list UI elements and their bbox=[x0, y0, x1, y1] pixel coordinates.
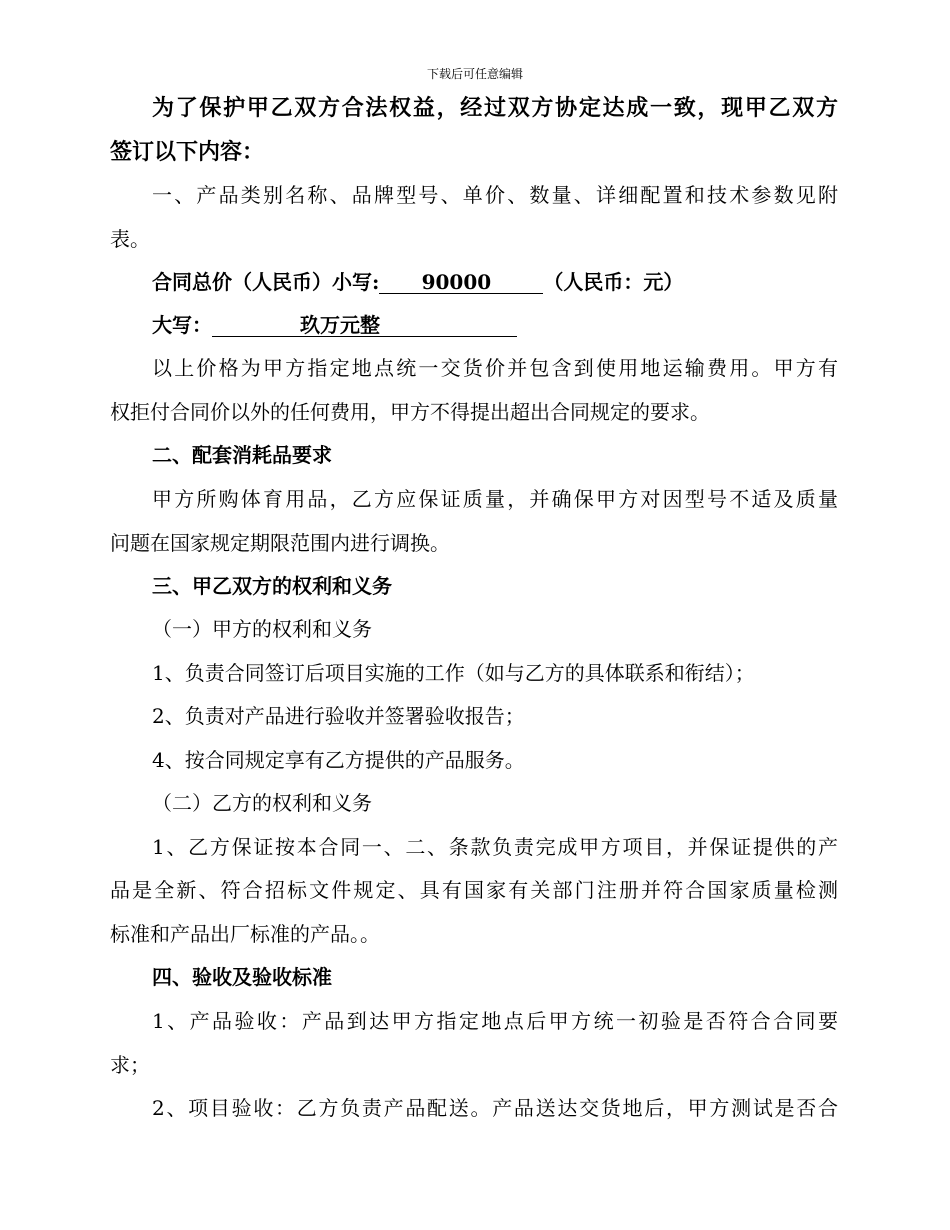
section3-b-line-3: 标准和产品出厂标准的产品。。 bbox=[110, 922, 380, 946]
intro-line-1: 为了保护甲乙双方合法权益，经过双方协定达成一致，现甲乙双方 bbox=[152, 95, 838, 121]
price-note-line-2: 权拒付合同价以外的任何费用，甲方不得提出超出合同规定的要求。 bbox=[110, 400, 710, 424]
section1-line-1: 一、产品类别名称、品牌型号、单价、数量、详细配置和技术参数见附 bbox=[152, 183, 838, 207]
price-big-row bbox=[152, 312, 517, 338]
section3-sub-1: （一）甲方的权利和义务 bbox=[152, 617, 372, 641]
intro-line-2: 签订以下内容： bbox=[110, 139, 265, 165]
price-small-value: 90000 bbox=[379, 271, 543, 294]
section3-item-1: 1、负责合同签订后项目实施的工作（如与乙方的具体联系和衔结）； bbox=[152, 661, 755, 685]
price-big-value: 玖万元整 bbox=[212, 314, 517, 337]
price-small-label: 合同总价（人民币）小写: bbox=[152, 270, 380, 294]
price-small-row bbox=[152, 269, 683, 295]
section2-heading: 二、配套消耗品要求 bbox=[152, 443, 332, 467]
section3-b-line-2: 品是全新、符合招标文件规定、具有国家有关部门注册并符合国家质量检测 bbox=[110, 878, 838, 902]
header-note: 下载后可任意编辑 bbox=[426, 67, 523, 81]
price-small-unit: （人民币：元） bbox=[543, 270, 684, 294]
section1-line-2: 表。 bbox=[110, 227, 150, 251]
section2-line-1: 甲方所购体育用品，乙方应保证质量，并确保甲方对因型号不适及质量 bbox=[152, 487, 838, 511]
section3-item-2: 2、负责对产品进行验收并签署验收报告； bbox=[152, 704, 525, 728]
price-big-label: 大写： bbox=[152, 313, 212, 337]
section4-item-1-line-1: 1、产品验收：产品到达甲方指定地点后甲方统一初验是否符合合同要 bbox=[152, 1009, 838, 1033]
section2-line-2: 问题在国家规定期限范围内进行调换。 bbox=[110, 531, 450, 555]
section4-item-2-line-1: 2、项目验收：乙方负责产品配送。产品送达交货地后，甲方测试是否合 bbox=[152, 1096, 838, 1120]
section3-b-line-1: 1、乙方保证按本合同一、二、条款负责完成甲方项目，并保证提供的产 bbox=[152, 835, 838, 859]
section4-item-1-line-2: 求； bbox=[110, 1053, 150, 1077]
price-note-line-1: 以上价格为甲方指定地点统一交货价并包含到使用地运输费用。甲方有 bbox=[152, 356, 838, 380]
section3-item-4: 4、按合同规定享有乙方提供的产品服务。 bbox=[152, 748, 525, 772]
section4-heading: 四、验收及验收标准 bbox=[152, 965, 332, 989]
section3-heading: 三、甲乙双方的权利和义务 bbox=[152, 574, 392, 598]
section3-sub-2: （二）乙方的权利和义务 bbox=[152, 791, 372, 815]
